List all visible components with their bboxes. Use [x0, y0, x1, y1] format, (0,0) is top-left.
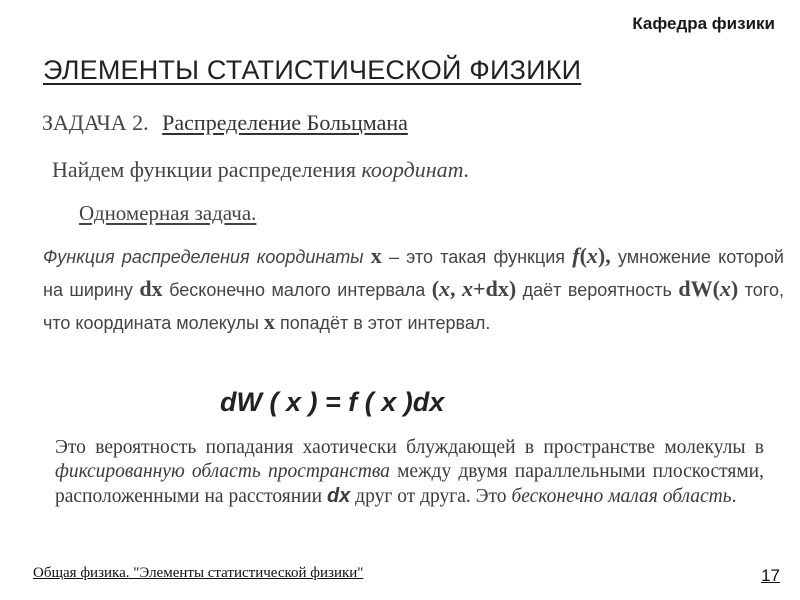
definition-paragraph: Функция распределения координаты x – это такая функция f(x), умножение которой на ширину dx бесконечно малого интервала (x, x+dx) даёт вероятность dW(x) того, что координата молекулы x попадёт в этот интервал.: [43, 243, 784, 334]
definition-part: – это такая функция: [388, 247, 566, 267]
explanation-part: .: [731, 486, 737, 507]
explanation-emphasis: бесконечно малая область: [511, 486, 732, 507]
var-dx: dx: [485, 276, 509, 301]
explanation-part: Это вероятность попадания хаотически блуждающей в пространстве молекулы в: [55, 437, 764, 458]
slide-title: ЭЛЕМЕНТЫ СТАТИСТИЧЕСКОЙ ФИЗИКИ: [43, 55, 582, 85]
definition-part: попадёт в этот интервал.: [279, 313, 491, 333]
explanation-part: между двумя параллельными плоскостями, расположенными на расстоянии: [55, 461, 764, 507]
var-x: x: [586, 243, 598, 268]
var-x: x: [263, 309, 275, 334]
var-dW: dW: [678, 276, 713, 301]
var-dx: dx: [139, 276, 163, 301]
formula: dW ( x ) = f ( x )dx: [220, 387, 445, 417]
definition-part: Функция распределения координаты: [43, 247, 364, 267]
var-dx: dx: [326, 485, 351, 507]
department-label: Кафедра физики: [632, 14, 775, 33]
var-x: x: [439, 276, 451, 301]
task-name: Распределение Больцмана: [162, 110, 408, 135]
subheading: Одномерная задача.: [79, 201, 257, 225]
explanation-part: друг от друга. Это: [350, 486, 512, 507]
var-x: x: [719, 276, 731, 301]
footer-course-title: Общая физика. "Элементы статистической физики": [33, 565, 364, 581]
var-x: x: [370, 243, 382, 268]
definition-part: того, что координата молекулы: [43, 280, 784, 333]
intro-emphasis: координат.: [361, 157, 470, 182]
intro-line: [52, 157, 469, 183]
definition-part: умножение которой на ширину: [43, 247, 784, 300]
var-f: f: [572, 243, 580, 268]
task-label: ЗАДАЧА 2.: [42, 110, 149, 135]
intro-text: Найдем функции распределения: [52, 157, 362, 182]
definition-part: бесконечно малого интервала: [169, 280, 426, 300]
task-heading: [42, 110, 408, 136]
var-x: x: [462, 276, 474, 301]
explanation-emphasis: фиксированную область пространства: [55, 461, 390, 482]
page-number: 17: [761, 566, 780, 585]
definition-part: даёт вероятность: [522, 280, 672, 300]
explanation-paragraph: [55, 436, 764, 509]
